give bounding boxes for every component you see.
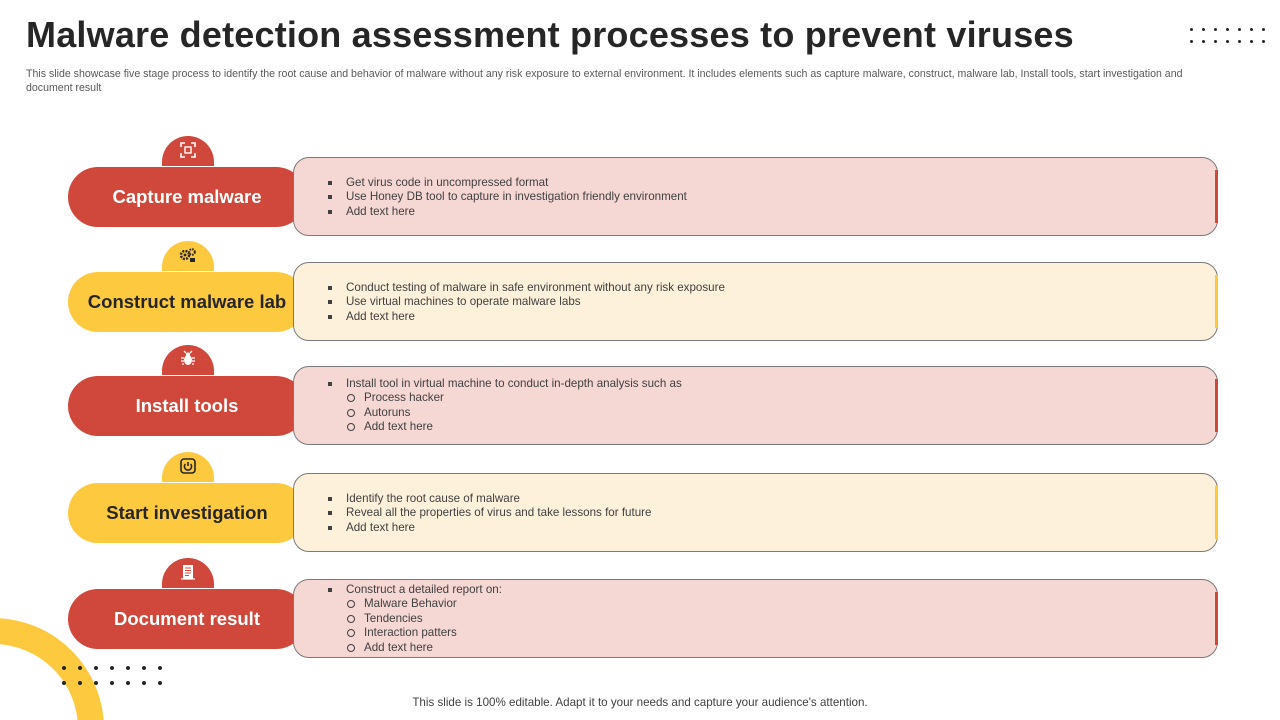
decorative-dots-top [1190, 28, 1274, 43]
sub-bullet: Add text here [326, 420, 1217, 434]
slide-title: Malware detection assessment processes to prevent viruses [26, 14, 1074, 55]
stage-icon-holder [162, 136, 214, 166]
stage-label: Construct malware lab [68, 272, 306, 332]
sub-bullet: Autoruns [326, 406, 1217, 420]
stage-icon-holder [162, 241, 214, 271]
stage-details-box [293, 262, 1218, 341]
stage-document-result [0, 558, 1280, 658]
stage-details-box [293, 579, 1218, 658]
bullet: Use Honey DB tool to capture in investigation friendly environment [326, 190, 1217, 204]
document-icon [179, 563, 197, 581]
sub-bullet: Process hacker [326, 391, 1217, 405]
stage-icon-holder [162, 558, 214, 588]
bullet: Use virtual machines to operate malware labs [326, 295, 1217, 309]
sub-bullet: Tendencies [326, 612, 1217, 626]
stage-details-box [293, 473, 1218, 552]
footer-note: This slide is 100% editable. Adapt it to your needs and capture your audience's attention. [412, 696, 868, 709]
stage-label: Start investigation [68, 483, 306, 543]
bullet: Conduct testing of malware in safe environment without any risk exposure [326, 281, 1217, 295]
bullet: Reveal all the properties of virus and take lessons for future [326, 506, 1217, 520]
bullet: Add text here [326, 310, 1217, 324]
bullet: Get virus code in uncompressed format [326, 176, 1217, 190]
stage-start-investigation [0, 452, 1280, 552]
bullet: Add text here [326, 205, 1217, 219]
bug-icon [179, 350, 197, 368]
stage-label: Capture malware [68, 167, 306, 227]
bullet: Construct a detailed report on: [326, 583, 1217, 597]
stage-details-box [293, 366, 1218, 445]
stage-label: Install tools [68, 376, 306, 436]
bullet: Add text here [326, 521, 1217, 535]
stage-construct-malware-lab [0, 241, 1280, 341]
capture-icon [179, 141, 197, 159]
gears-icon [179, 246, 197, 264]
stage-icon-holder [162, 345, 214, 375]
sub-bullet: Interaction patters [326, 626, 1217, 640]
power-icon [179, 457, 197, 475]
decorative-dots-bottom [62, 666, 158, 685]
stage-label: Document result [68, 589, 306, 649]
stage-icon-holder [162, 452, 214, 482]
stage-install-tools [0, 345, 1280, 445]
bullet: Identify the root cause of malware [326, 492, 1217, 506]
sub-bullet: Add text here [326, 641, 1217, 655]
stage-details-box [293, 157, 1218, 236]
sub-bullet: Malware Behavior [326, 597, 1217, 611]
stage-capture-malware [0, 136, 1280, 236]
slide-subtitle: This slide showcase five stage process to identify the root cause and behavior of malware without any risk exposure to external environment. It includes elements such as capture malware, construct, malware lab, Install tools, start investigation and document result [26, 68, 1183, 94]
bullet: Install tool in virtual machine to conduct in-depth analysis such as [326, 377, 1217, 391]
